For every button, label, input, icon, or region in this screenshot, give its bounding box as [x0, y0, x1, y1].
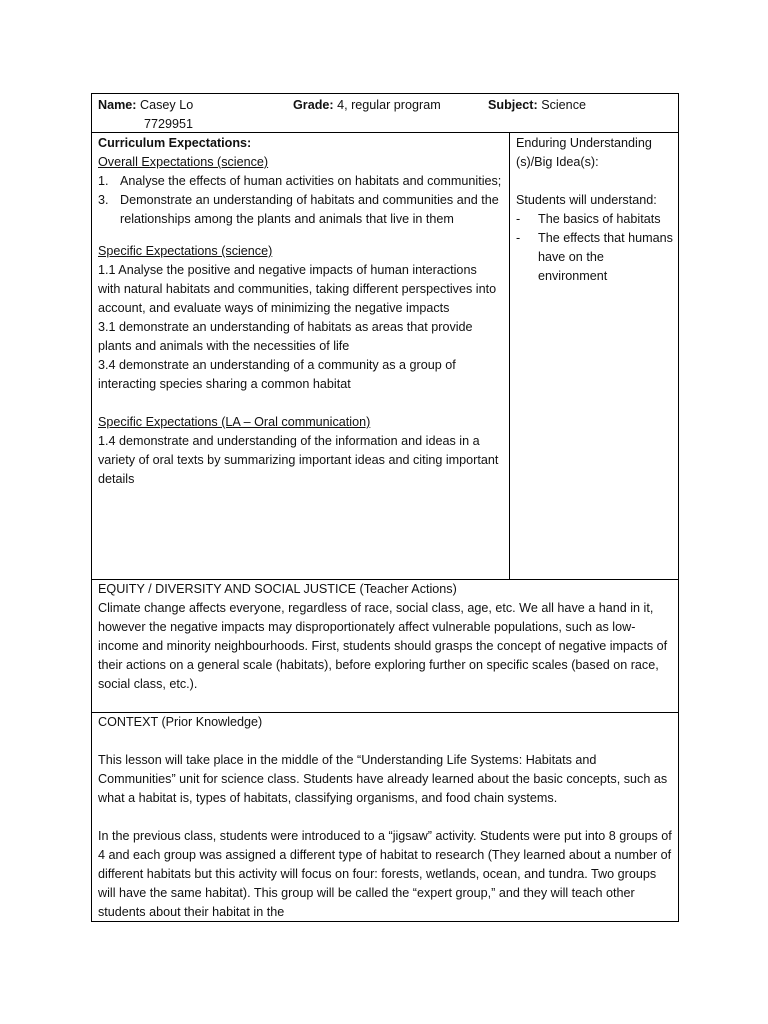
- name-field: [98, 96, 193, 115]
- lesson-plan-table: [91, 93, 679, 922]
- overall-item: [98, 172, 502, 191]
- la-expectations-heading: Specific Expectations (LA – Oral communication): [98, 415, 371, 429]
- specific-item: 3.1 demonstrate an understanding of habitats as areas that provide plants and animals with the necessities of life: [98, 320, 473, 353]
- name-label: Name:: [98, 98, 137, 112]
- item-text: Analyse the effects of human activities on habitats and communities;: [120, 174, 502, 188]
- specific-expectations-heading: Specific Expectations (science): [98, 244, 273, 258]
- item-number: 3.: [98, 193, 109, 207]
- grade-value: 4, regular program: [337, 98, 441, 112]
- equity-heading: EQUITY / DIVERSITY AND SOCIAL JUSTICE (Teacher Actions): [98, 582, 457, 596]
- subject-label: Subject:: [488, 98, 538, 112]
- equity-body: Climate change affects everyone, regardless of race, social class, age, etc. We all have a hand in it, however the negative impacts may disproportionately affect vulnerable populations, such as low-income and minority neighbourhoods. First, students should grasps the concept of negative impacts of their actions on a general scale (habitats), before exploring further on specific scales (based on race, social class, etc.).: [98, 601, 668, 691]
- curriculum-cell: [98, 134, 502, 489]
- bullet-text: The basics of habitats: [538, 212, 661, 226]
- subject-value: Science: [541, 98, 586, 112]
- enduring-bullet: [516, 229, 674, 286]
- item-number: 1.: [98, 174, 109, 188]
- grade-field: [293, 96, 441, 115]
- enduring-understanding-cell: [516, 134, 674, 286]
- enduring-title: Enduring Understanding (s)/Big Idea(s):: [516, 136, 652, 169]
- bullet-text: The effects that humans have on the environment: [538, 231, 673, 283]
- enduring-intro: Students will understand:: [516, 193, 657, 207]
- overall-item: [98, 191, 502, 229]
- row-divider: [92, 132, 678, 133]
- context-paragraph: In the previous class, students were introduced to a “jigsaw” activity. Students were put into 8 groups of 4 and each group was assigned a different type of habitat to research (They learned about a number of different habitats but this activity will focus on four: forests, wetlands, ocean, and tundra. Two groups will have the same habitat). This group will be called the “expert group,” and they will teach other students about their habitat in the: [98, 829, 672, 919]
- context-paragraph: This lesson will take place in the middle of the “Understanding Life Systems: Habitats and Communities” unit for science class. Students have already learned about the basic concepts, such as what a habitat is, types of habitats, classifying organisms, and food chain systems.: [98, 753, 668, 805]
- context-cell: [98, 713, 673, 922]
- specific-item: 1.1 Analyse the positive and negative impacts of human interactions with natural habitats and communities, taking different perspectives into account, and evaluate ways of minimizing the negative impacts: [98, 263, 497, 315]
- enduring-bullet: [516, 210, 674, 229]
- specific-item: 3.4 demonstrate an understanding of a community as a group of interacting species sharing a common habitat: [98, 358, 456, 391]
- subject-field: [488, 96, 586, 115]
- dash-icon: -: [516, 212, 521, 226]
- name-value: Casey Lo: [140, 98, 194, 112]
- dash-icon: -: [516, 231, 521, 245]
- header-row: [98, 96, 673, 134]
- overall-expectations-heading: Overall Expectations (science): [98, 155, 269, 169]
- column-divider: [509, 132, 510, 579]
- item-text: Demonstrate an understanding of habitats and communities and the relationships among the plants and animals that live in them: [120, 193, 499, 226]
- student-number: 7729951: [144, 117, 194, 131]
- equity-cell: [98, 580, 673, 694]
- context-heading: CONTEXT (Prior Knowledge): [98, 715, 263, 729]
- la-item: 1.4 demonstrate and understanding of the information and ideas in a variety of oral texts by summarizing important ideas and citing important details: [98, 434, 499, 486]
- grade-label: Grade:: [293, 98, 334, 112]
- curriculum-title: Curriculum Expectations:: [98, 136, 252, 150]
